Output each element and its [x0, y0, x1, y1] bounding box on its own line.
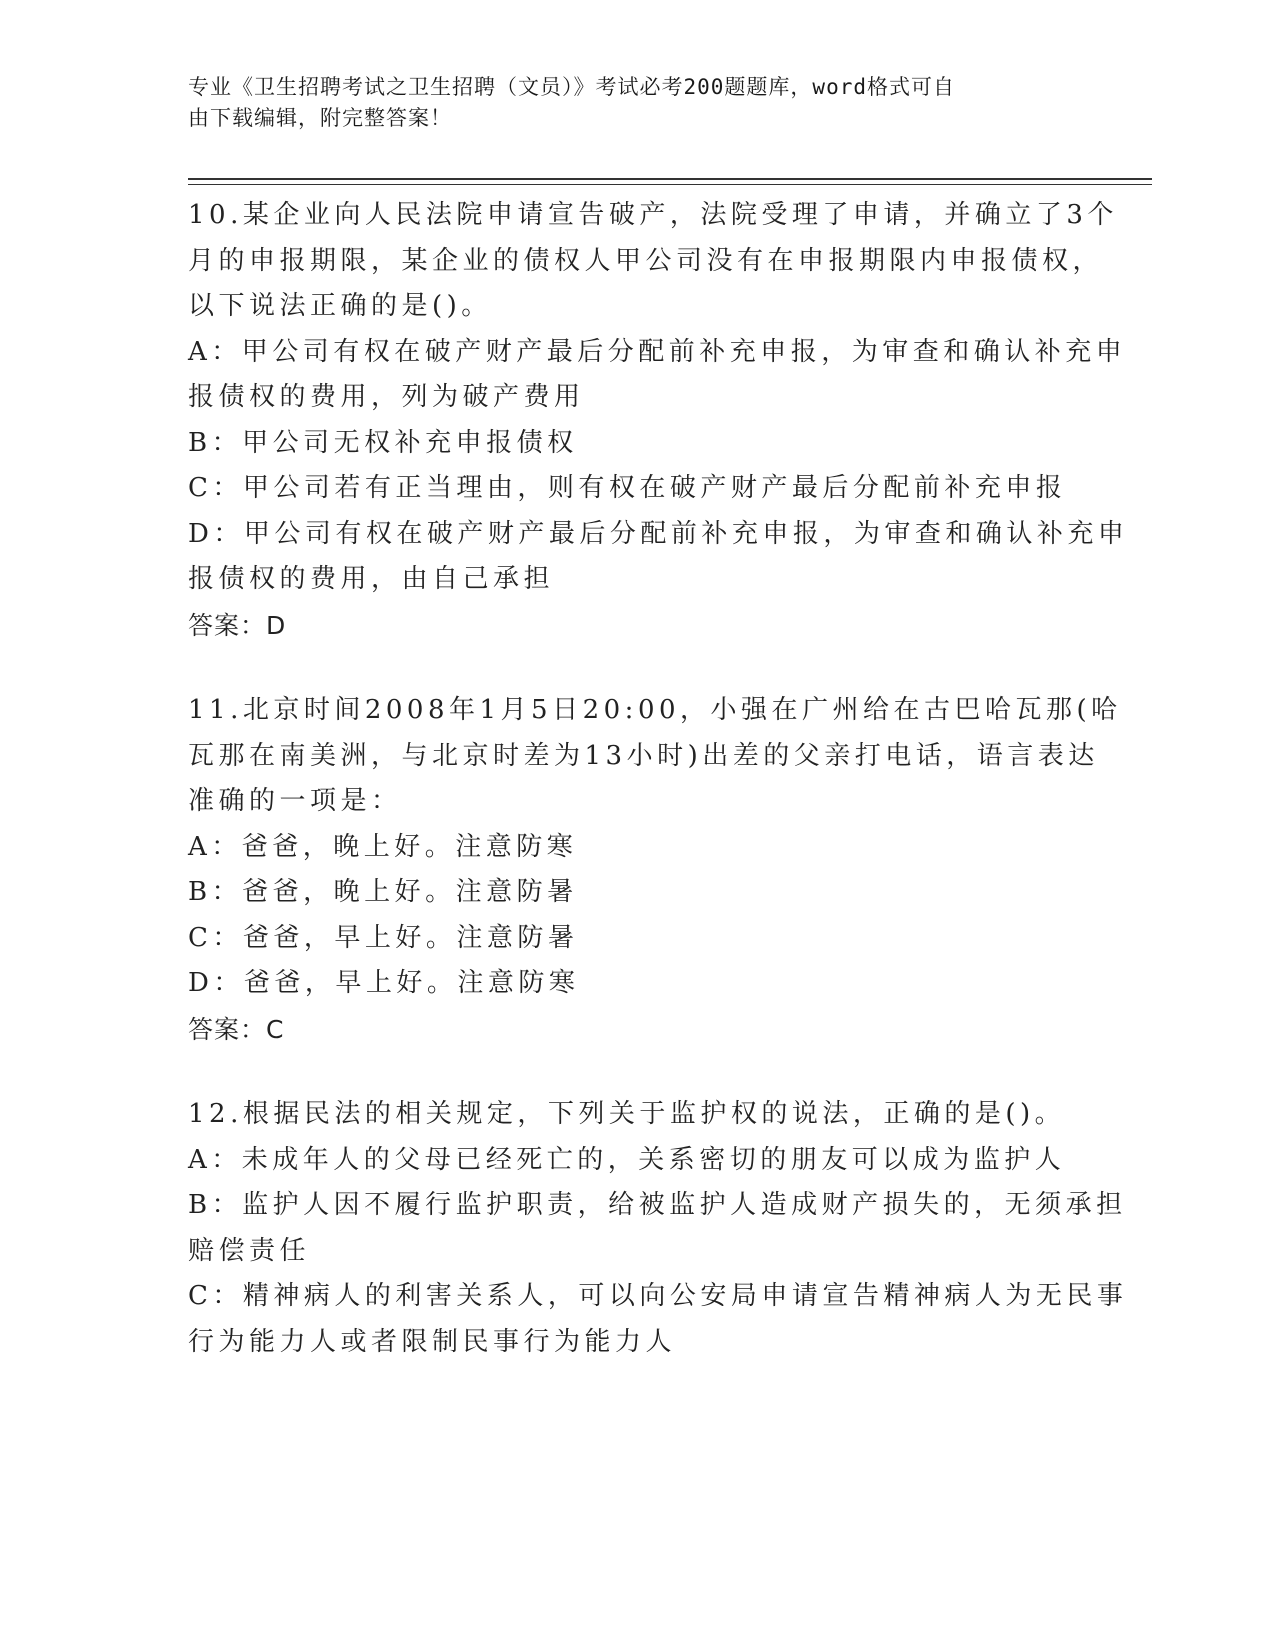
option-b-line: B：甲公司无权补充申报债权 [188, 427, 578, 458]
question-list [188, 193, 1129, 1365]
option-a-line: A：未成年人的父母已经死亡的，关系密切的朋友可以成为监护人 [188, 1144, 1066, 1175]
question-stem-line: 12.根据民法的相关规定，下列关于监护权的说法，正确的是()。 [188, 1099, 1066, 1129]
question-stem-line: 10.某企业向人民法院申请宣告破产，法院受理了申请，并确立了3个 [188, 200, 1118, 230]
answer-label: 答案：D [188, 610, 287, 640]
option-a-line: 报债权的费用，列为破产费用 [188, 382, 585, 412]
option-a-line: A：甲公司有权在破产财产最后分配前补充申报，为审查和确认补充申 [188, 336, 1127, 367]
question-stem-line: 月的申报期限，某企业的债权人甲公司没有在申报期限内申报债权， [188, 245, 1104, 276]
header-divider-thin [188, 184, 1152, 185]
header-divider-thick [188, 178, 1152, 180]
header-line-1: 专业《卫生招聘考试之卫生招聘（文员）》考试必考200题题库，word格式可自 [188, 75, 955, 99]
option-b-line: B：监护人因不履行监护职责，给被监护人造成财产损失的，无须承担 [188, 1190, 1127, 1220]
question-11 [188, 688, 1122, 1052]
document-header [188, 72, 1068, 134]
header-line-2: 由下载编辑，附完整答案！ [188, 106, 452, 130]
question-12 [188, 1092, 1128, 1365]
question-spacer [188, 1052, 1088, 1092]
option-d-line: 报债权的费用，由自己承担 [188, 564, 555, 594]
question-stem-line: 准确的一项是： [188, 786, 402, 816]
option-b-line: 赔偿责任 [188, 1235, 311, 1266]
question-10 [188, 193, 1129, 648]
option-c-line: C：爸爸，早上好。注意防暑 [188, 922, 579, 953]
question-stem-line: 11.北京时间2008年1月5日20:00，小强在广州给在古巴哈瓦那(哈 [188, 695, 1122, 725]
question-spacer [188, 648, 1088, 688]
answer-label: 答案：C [188, 1014, 285, 1044]
option-c-line: C：甲公司若有正当理由，则有权在破产财产最后分配前补充申报 [188, 473, 1067, 503]
option-b-line: B：爸爸，晚上好。注意防暑 [188, 877, 578, 907]
option-c-line: 行为能力人或者限制民事行为能力人 [188, 1326, 677, 1357]
option-a-line: A：爸爸，晚上好。注意防寒 [188, 831, 578, 862]
option-c-line: C：精神病人的利害关系人，可以向公安局申请宣告精神病人为无民事 [188, 1281, 1128, 1311]
option-d-line: D：爸爸，早上好。注意防寒 [188, 968, 580, 998]
option-d-line: D：甲公司有权在破产财产最后分配前补充申报，为审查和确认补充申 [188, 518, 1129, 549]
question-stem-line: 瓦那在南美洲，与北京时差为13小时)出差的父亲打电话，语言表达 [188, 740, 1099, 771]
question-stem-line: 以下说法正确的是()。 [188, 291, 492, 321]
